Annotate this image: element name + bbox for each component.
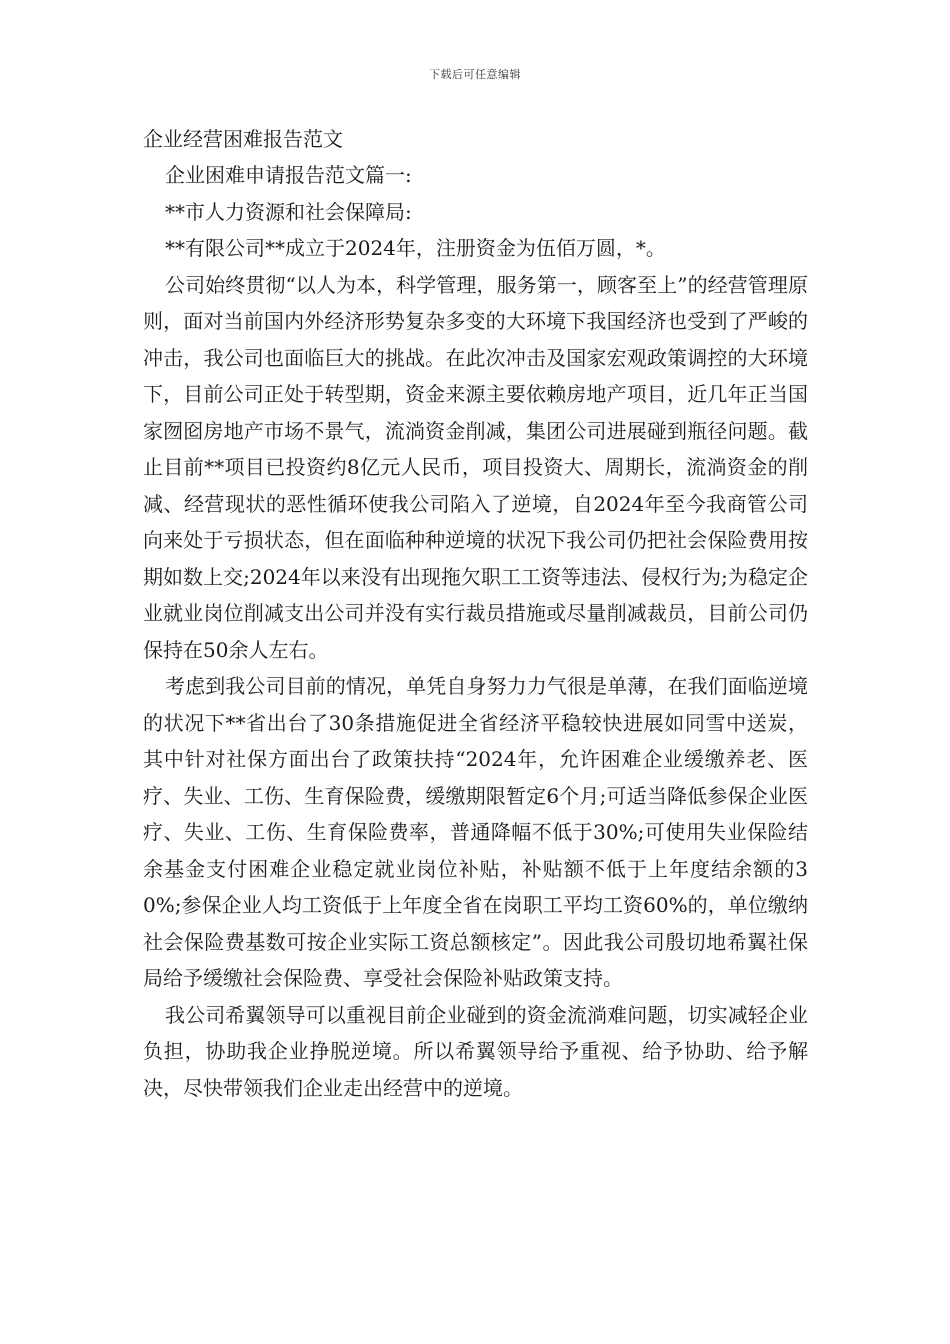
paragraph-policy-request: 考虑到我公司目前的情况，单凭自身努力力气很是单薄，在我们面临逆境的状况下**省出台了30条措施促进全省经济平稳较快进展如同雪中送炭，其中针对社保方面出台了政策扶持“2024年，允许困难企业缓缴养老、医疗、失业、工伤、生育保险费，缓缴期限暂定6个月;可适当降低参保企业医疗、失业、工伤、生育保险费率，普通降幅不低于30%;可使用失业保险结余基金支付困难企业稳定就业岗位补贴，补贴额不低于上年度结余额的30%;参保企业人均工资低于上年度全省在岗职工平均工资60%的，单位缴纳社会保险费基数可按企业实际工资总额核定”。因此我公司殷切地希翼社保局给予缓缴社会保险费、享受社会保险补贴政策支持。 <box>143 674 808 990</box>
paragraph-company-situation: 公司始终贯彻“以人为本，科学管理，服务第一，顾客至上”的经营管理原则，面对当前国内外经济形势复杂多变的大环境下我国经济也受到了严峻的冲击，我公司也面临巨大的挑战。在此次冲击及国家宏观政策调控的大环境下，目前公司正处于转型期，资金来源主要依赖房地产项目，近几年正当国家囫囵房地产市场不景气，流淌资金削减，集团公司进展碰到瓶径问题。截止目前**项目已投资约8亿元人民币，项目投资大、周期长，流淌资金的削减、经营现状的恶性循环使我公司陷入了逆境，自2024年至今我商管公司向来处于亏损状态，但在面临种种逆境的状况下我公司仍把社会保险费用按期如数上交;2024年以来没有出现拖欠职工工资等违法、侵权行为;为稳定企业就业岗位削减支出公司并没有实行裁员措施或尽量削减裁员，目前公司仍保持在50余人左右。 <box>143 272 808 662</box>
paragraph-addressee: **市人力资源和社会保障局: <box>165 199 412 224</box>
paragraph-closing-request: 我公司希翼领导可以重视目前企业碰到的资金流淌难问题，切实减轻企业负担，协助我企业挣脱逆境。所以希翼领导给予重视、给予协助、给予解决，尽快带领我们企业走出经营中的逆境。 <box>143 1002 808 1100</box>
document-title: 企业经营困难报告范文 <box>143 127 343 151</box>
paragraph-salutation-heading: 企业困难申请报告范文篇一: <box>165 163 412 187</box>
paragraph-company-intro: **有限公司**成立于2024年，注册资金为伍佰万圆，*。 <box>165 236 666 260</box>
page-header-note: 下载后可任意编辑 <box>429 68 521 81</box>
document-body <box>143 121 808 1106</box>
